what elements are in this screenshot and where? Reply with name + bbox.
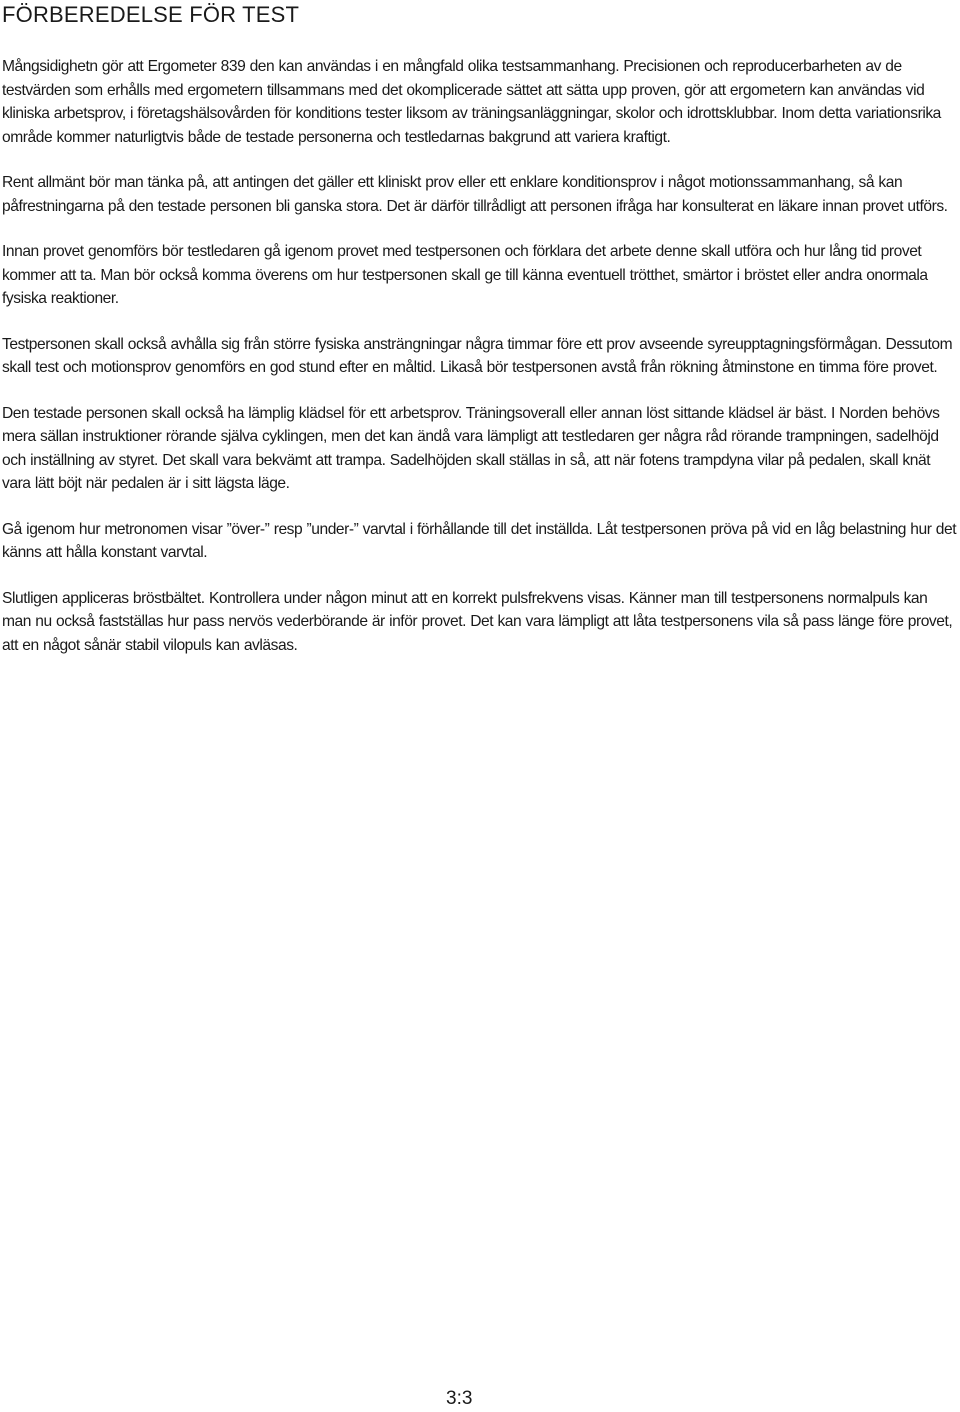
paragraph-clothing-and-cycling: Den testade personen skall också ha lämplig klädsel för ett arbetsprov. Träningsoverall eller annan löst sittande klädsel är bäst. I Norden behövs mera sällan instruktioner rörande själva cyklingen, men det kan ändå vara lämpligt att testledaren ger några råd rörande trampningen, sadelhöjd och inställning av styret. Det skall vara bekvämt att trampa. Sadelhöjden skall ställas in så, att när fotens trampdyna vilar på pedalen, skall knät vara lätt böjt när pedalen är i sitt lägsta läge. — [2, 404, 940, 492]
document-body — [2, 55, 957, 679]
page-title: FÖRBEREDELSE FÖR TEST — [2, 2, 300, 27]
paragraph-metronome: Gå igenom hur metronomen visar ”över-” resp ”under-” varvtal i förhållande till det inställda. Låt testpersonen pröva på vid en låg belastning hur det känns att hålla konstant varvtal. — [2, 520, 957, 561]
paragraph-intro: Mångsidighetn gör att Ergometer 839 den kan användas i en mångfald olika testsammanhang. Precisionen och reproducerbarheten av de testvärden som erhålls med ergometern tillsammans med det okomplicerade sättet att sätta upp proven, gör att ergometern kan användas vid kliniska arbetsprov, i företagshälsovården för konditions tester liksom av träningsanläggningar, skolor och idrottsklubbar. Inom detta variationsrika område kommer naturligtvis både de testade personerna och testledarnas bakgrund att variera kraftigt. — [2, 58, 941, 146]
page-number: 3:3 — [446, 1388, 473, 1409]
paragraph-medical-advice: Rent allmänt bör man tänka på, att antingen det gäller ett kliniskt prov eller ett enklare konditionsprov i något motionssammanhang, så kan påfrestningarna på den testade personen bli ganska stora. Det är därför tillrådligt att personen ifråga har konsulterat en läkare innan provet utförs. — [2, 174, 948, 215]
paragraph-test-briefing: Innan provet genomförs bör testledaren gå igenom provet med testpersonen och förklara det arbete denne skall utföra och hur lång tid provet kommer att ta. Man bör också komma överens om hur testpersonen skall ge till känna eventuell trötthet, smärtor i bröstet eller andra onormala fysiska reaktioner. — [2, 243, 928, 307]
paragraph-pre-test-restrictions: Testpersonen skall också avhålla sig från större fysiska ansträngningar några timmar före ett prov avseende syreupptagningsförmågan. Dessutom skall test och motionsprov genomförs en god stund efter en måltid. Likaså bör testpersonen avstå från rökning åtminstone en timma före provet. — [2, 335, 953, 376]
paragraph-chest-belt: Slutligen appliceras bröstbältet. Kontrollera under någon minut att en korrekt pulsfrekvens visas. Känner man till testpersonens normalpuls kan man nu också fastställas hur pass nervös vederbörande är inför provet. Det kan vara lämpligt att låta testpersonens vila så pass länge före provet, att en något sånär stabil vilopuls kan avläsas. — [2, 589, 953, 654]
